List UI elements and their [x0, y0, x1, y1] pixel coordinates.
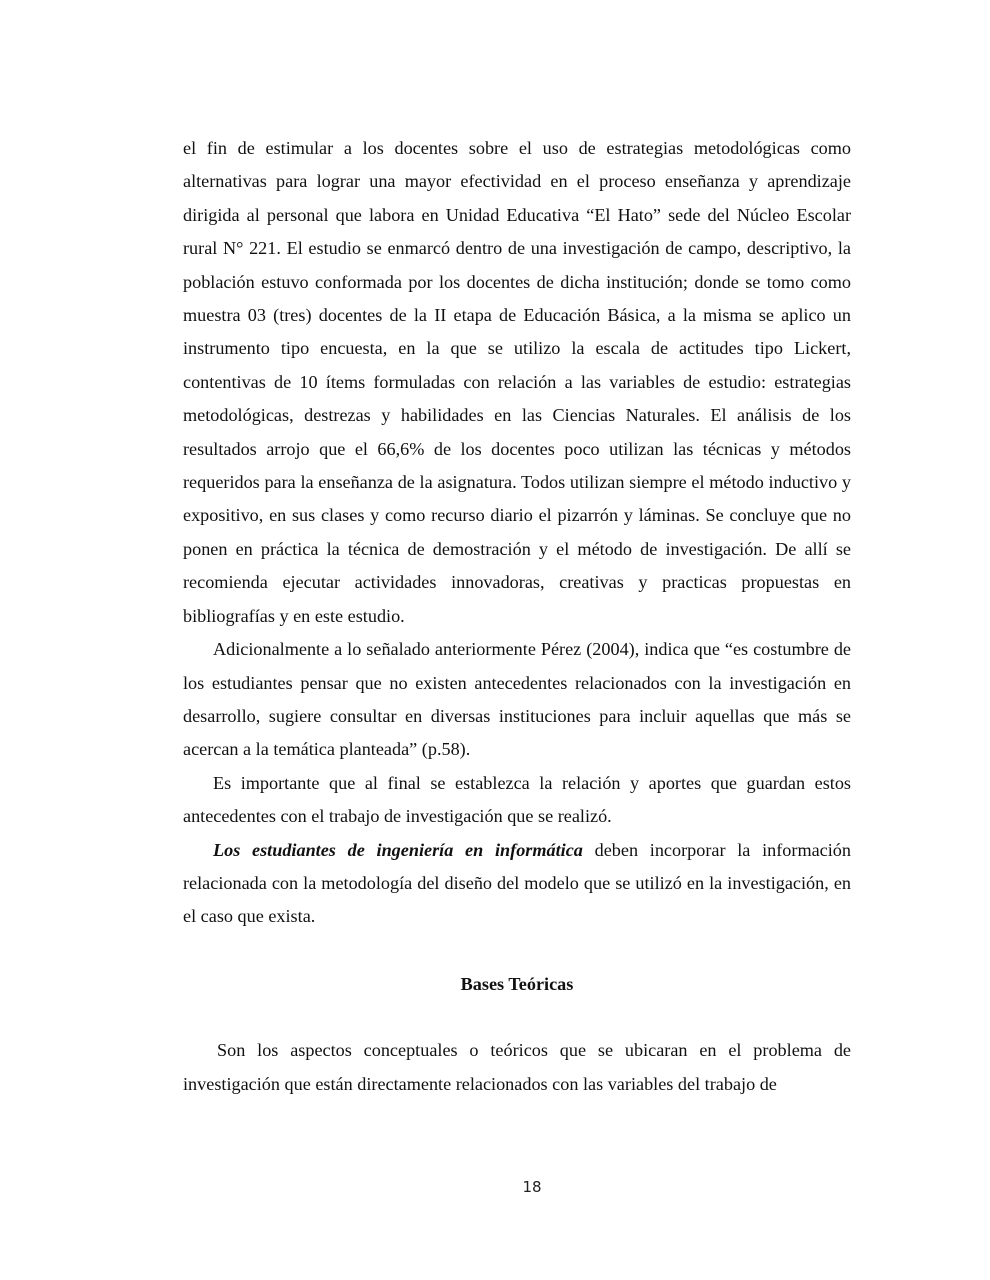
paragraph-text: deben incorporar la información relacionada con la metodología del diseño del modelo que se utilizó en la investigación, en el caso que exista. [183, 839, 851, 927]
page-number: 18 [522, 1178, 542, 1196]
paragraph-study-summary: el fin de estimular a los docentes sobre el uso de estrategias metodológicas como alternativas para lograr una mayor efectividad en el proceso enseñanza y aprendizaje dirigida al personal que labora en Unidad Educativa “El Hato” sede del Núcleo Escolar rural N° 221. El estudio se enmarcó dentro de una investigación de campo, descriptivo, la población estuvo conformada por los docentes de dicha institución; donde se tomo como muestra 03 (tres) docentes de la II etapa de Educación Básica, a la misma se aplico un instrumento tipo encuesta, en la que se utilizo la escala de actitudes tipo Lickert, contentivas de 10 ítems formuladas con relación a las variables de estudio: estrategias metodológicas, destrezas y habilidades en las Ciencias Naturales. El análisis de los resultados arrojo que el 66,6% de los docentes poco utilizan las técnicas y métodos requeridos para la enseñanza de la asignatura. Todos utilizan siempre el método inductivo y expositivo, en sus clases y como recurso diario el pizarrón y láminas. Se concluye que no ponen en práctica la técnica de demostración y el método de investigación. De allí se recomienda ejecutar actividades innovadoras, creativas y practicas propuestas en bibliografías y en este estudio. [183, 138, 851, 626]
paragraph-theoretical-bases: Son los aspectos conceptuales o teóricos que se ubicaran en el problema de investigación que están directamente relacionados con las variables del trabajo de [183, 1040, 851, 1094]
section-heading: Bases Teóricas [460, 973, 574, 994]
emphasis-phrase: Los estudiantes de ingeniería en informática [213, 839, 583, 860]
paragraph-informatics-students [183, 834, 851, 934]
document-body [183, 132, 851, 1101]
paragraph-relation: Es importante que al final se establezca la relación y aportes que guardan estos antecedentes con el trabajo de investigación que se realizó. [183, 772, 851, 827]
paragraph-perez-citation: Adicionalmente a lo señalado anteriormente Pérez (2004), indica que “es costumbre de los estudiantes pensar que no existen antecedentes relacionados con la investigación en desarrollo, sugiere consultar en diversas instituciones para incluir aquellas que más se acercan a la temática planteada” (p.58). [183, 639, 851, 760]
